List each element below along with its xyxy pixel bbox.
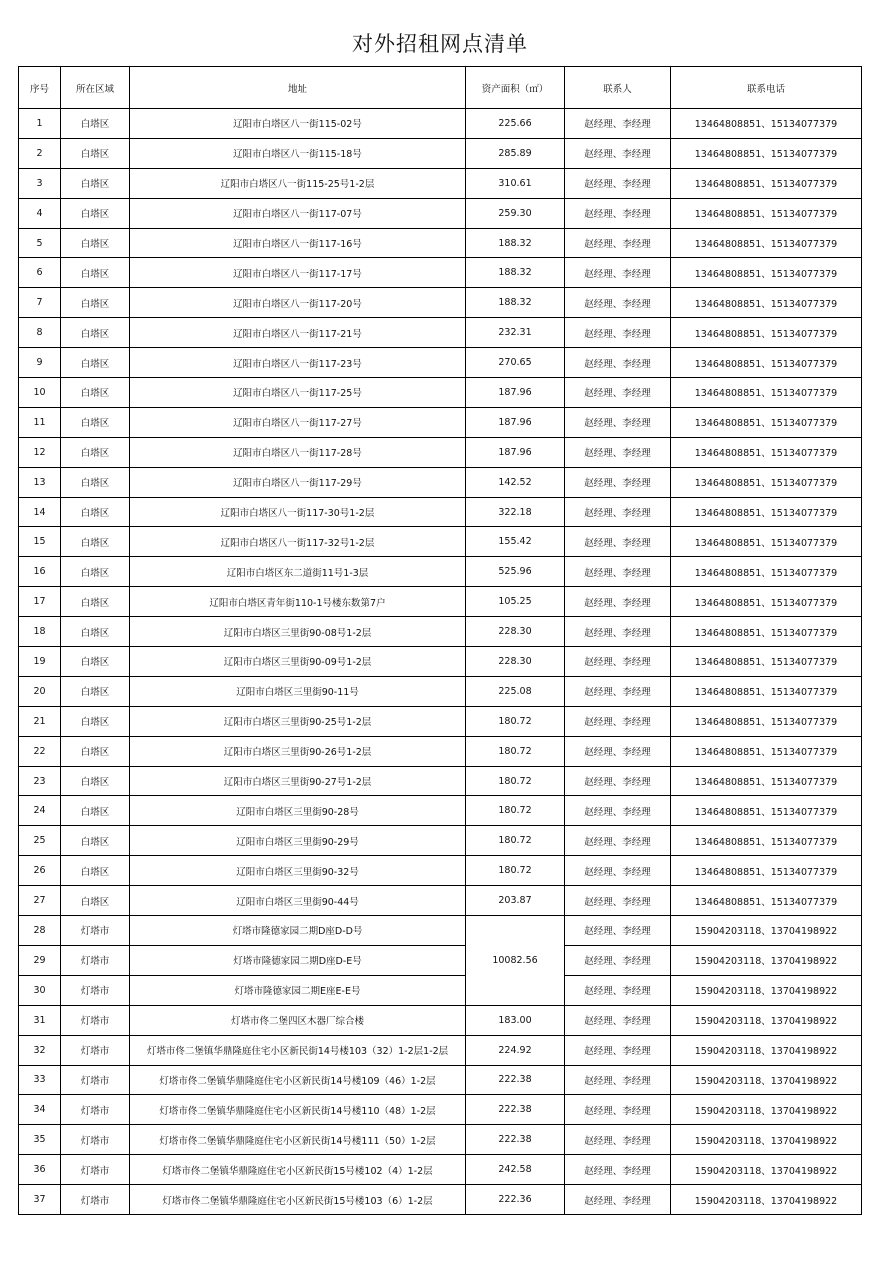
cell-size: 187.96	[466, 378, 565, 408]
cell-no: 9	[19, 348, 61, 378]
cell-address: 辽阳市白塔区三里街90-11号	[130, 676, 466, 706]
cell-contact: 赵经理、李经理	[565, 348, 671, 378]
cell-phone: 15904203118、13704198922	[671, 945, 862, 975]
cell-address: 辽阳市白塔区三里街90-26号1-2层	[130, 736, 466, 766]
cell-address: 辽阳市白塔区三里街90-25号1-2层	[130, 706, 466, 736]
cell-no: 25	[19, 826, 61, 856]
cell-contact: 赵经理、李经理	[565, 647, 671, 677]
cell-no: 37	[19, 1185, 61, 1215]
cell-phone: 13464808851、15134077379	[671, 288, 862, 318]
cell-region: 白塔区	[61, 467, 130, 497]
cell-no: 8	[19, 318, 61, 348]
cell-region: 灯塔市	[61, 1005, 130, 1035]
cell-contact: 赵经理、李经理	[565, 228, 671, 258]
cell-region: 白塔区	[61, 198, 130, 228]
cell-contact: 赵经理、李经理	[565, 318, 671, 348]
header-size: 资产面积（㎡）	[466, 67, 565, 109]
cell-address: 灯塔市佟二堡镇华鼎隆庭住宅小区新民街15号楼102（4）1-2层	[130, 1155, 466, 1185]
table-row	[19, 497, 862, 527]
cell-region: 白塔区	[61, 288, 130, 318]
header-phone: 联系电话	[671, 67, 862, 109]
cell-size: 188.32	[466, 258, 565, 288]
cell-phone: 13464808851、15134077379	[671, 168, 862, 198]
table-row	[19, 258, 862, 288]
cell-size: 188.32	[466, 288, 565, 318]
cell-contact: 赵经理、李经理	[565, 1065, 671, 1095]
cell-contact: 赵经理、李经理	[565, 617, 671, 647]
cell-region: 白塔区	[61, 228, 130, 258]
cell-region: 白塔区	[61, 497, 130, 527]
cell-no: 29	[19, 945, 61, 975]
table-row	[19, 886, 862, 916]
cell-phone: 13464808851、15134077379	[671, 587, 862, 617]
cell-no: 33	[19, 1065, 61, 1095]
cell-region: 白塔区	[61, 109, 130, 139]
cell-phone: 13464808851、15134077379	[671, 228, 862, 258]
table-row	[19, 1125, 862, 1155]
cell-contact: 赵经理、李经理	[565, 109, 671, 139]
table-row	[19, 1095, 862, 1125]
cell-contact: 赵经理、李经理	[565, 587, 671, 617]
cell-phone: 15904203118、13704198922	[671, 1095, 862, 1125]
cell-phone: 13464808851、15134077379	[671, 796, 862, 826]
cell-address: 辽阳市白塔区八一街117-28号	[130, 437, 466, 467]
cell-phone: 13464808851、15134077379	[671, 557, 862, 587]
cell-region: 灯塔市	[61, 1185, 130, 1215]
cell-no: 6	[19, 258, 61, 288]
cell-address: 灯塔市佟二堡四区木器厂综合楼	[130, 1005, 466, 1035]
table-row	[19, 198, 862, 228]
cell-size: 242.58	[466, 1155, 565, 1185]
cell-phone: 13464808851、15134077379	[671, 706, 862, 736]
cell-size: 322.18	[466, 497, 565, 527]
cell-phone: 13464808851、15134077379	[671, 138, 862, 168]
cell-contact: 赵经理、李经理	[565, 886, 671, 916]
cell-region: 白塔区	[61, 766, 130, 796]
cell-address: 辽阳市白塔区八一街117-23号	[130, 348, 466, 378]
cell-no: 2	[19, 138, 61, 168]
table-row	[19, 348, 862, 378]
cell-contact: 赵经理、李经理	[565, 467, 671, 497]
table-row	[19, 527, 862, 557]
cell-region: 白塔区	[61, 378, 130, 408]
cell-address: 灯塔市隆德家园二期D座D-E号	[130, 945, 466, 975]
cell-region: 白塔区	[61, 886, 130, 916]
cell-address: 辽阳市白塔区八一街117-25号	[130, 378, 466, 408]
table-row	[19, 109, 862, 139]
table-row	[19, 1005, 862, 1035]
cell-no: 4	[19, 198, 61, 228]
cell-no: 19	[19, 647, 61, 677]
cell-phone: 15904203118、13704198922	[671, 1035, 862, 1065]
cell-contact: 赵经理、李经理	[565, 557, 671, 587]
cell-address: 辽阳市白塔区八一街115-18号	[130, 138, 466, 168]
cell-contact: 赵经理、李经理	[565, 856, 671, 886]
table-row	[19, 706, 862, 736]
cell-contact: 赵经理、李经理	[565, 138, 671, 168]
cell-contact: 赵经理、李经理	[565, 676, 671, 706]
cell-size: 225.66	[466, 109, 565, 139]
cell-region: 灯塔市	[61, 975, 130, 1005]
table-row	[19, 318, 862, 348]
cell-address: 辽阳市白塔区三里街90-44号	[130, 886, 466, 916]
cell-no: 24	[19, 796, 61, 826]
table-row	[19, 168, 862, 198]
cell-region: 白塔区	[61, 587, 130, 617]
cell-no: 22	[19, 736, 61, 766]
cell-region: 灯塔市	[61, 1095, 130, 1125]
cell-size: 270.65	[466, 348, 565, 378]
table-row	[19, 916, 862, 946]
cell-size: 180.72	[466, 706, 565, 736]
table-row	[19, 437, 862, 467]
cell-contact: 赵经理、李经理	[565, 1155, 671, 1185]
cell-phone: 13464808851、15134077379	[671, 437, 862, 467]
cell-no: 32	[19, 1035, 61, 1065]
cell-phone: 13464808851、15134077379	[671, 467, 862, 497]
cell-size: 228.30	[466, 647, 565, 677]
cell-contact: 赵经理、李经理	[565, 1185, 671, 1215]
cell-region: 白塔区	[61, 348, 130, 378]
cell-address: 灯塔市隆德家园二期E座E-E号	[130, 975, 466, 1005]
cell-no: 16	[19, 557, 61, 587]
table-row	[19, 1155, 862, 1185]
cell-no: 21	[19, 706, 61, 736]
cell-region: 白塔区	[61, 796, 130, 826]
cell-address: 灯塔市佟二堡镇华鼎隆庭住宅小区新民街14号楼103（32）1-2层1-2层	[130, 1035, 466, 1065]
cell-contact: 赵经理、李经理	[565, 378, 671, 408]
cell-phone: 15904203118、13704198922	[671, 1155, 862, 1185]
cell-phone: 13464808851、15134077379	[671, 407, 862, 437]
table-row	[19, 975, 862, 1005]
rental-outlets-table	[18, 66, 862, 1215]
cell-no: 30	[19, 975, 61, 1005]
cell-address: 辽阳市白塔区三里街90-28号	[130, 796, 466, 826]
cell-size: 142.52	[466, 467, 565, 497]
cell-region: 白塔区	[61, 736, 130, 766]
cell-address: 灯塔市隆德家园二期D座D-D号	[130, 916, 466, 946]
cell-address: 灯塔市佟二堡镇华鼎隆庭住宅小区新民街14号楼109（46）1-2层	[130, 1065, 466, 1095]
cell-no: 11	[19, 407, 61, 437]
cell-address: 辽阳市白塔区八一街117-17号	[130, 258, 466, 288]
header-no: 序号	[19, 67, 61, 109]
cell-contact: 赵经理、李经理	[565, 1005, 671, 1035]
cell-phone: 13464808851、15134077379	[671, 378, 862, 408]
header-contact: 联系人	[565, 67, 671, 109]
cell-phone: 13464808851、15134077379	[671, 198, 862, 228]
cell-size: 285.89	[466, 138, 565, 168]
cell-address: 辽阳市白塔区青年街110-1号楼东数第7户	[130, 587, 466, 617]
cell-region: 灯塔市	[61, 945, 130, 975]
cell-no: 12	[19, 437, 61, 467]
cell-region: 白塔区	[61, 647, 130, 677]
cell-no: 20	[19, 676, 61, 706]
cell-contact: 赵经理、李经理	[565, 766, 671, 796]
cell-size: 228.30	[466, 617, 565, 647]
cell-no: 7	[19, 288, 61, 318]
table-row	[19, 856, 862, 886]
cell-address: 辽阳市白塔区八一街115-02号	[130, 109, 466, 139]
cell-address: 辽阳市白塔区三里街90-09号1-2层	[130, 647, 466, 677]
table-row	[19, 587, 862, 617]
cell-address: 辽阳市白塔区东二道街11号1-3层	[130, 557, 466, 587]
cell-contact: 赵经理、李经理	[565, 706, 671, 736]
cell-phone: 13464808851、15134077379	[671, 736, 862, 766]
cell-address: 灯塔市佟二堡镇华鼎隆庭住宅小区新民街15号楼103（6）1-2层	[130, 1185, 466, 1215]
cell-size: 180.72	[466, 856, 565, 886]
table-row	[19, 138, 862, 168]
cell-contact: 赵经理、李经理	[565, 1095, 671, 1125]
table-body	[19, 109, 862, 1215]
table-row	[19, 1065, 862, 1095]
cell-no: 36	[19, 1155, 61, 1185]
cell-size: 224.92	[466, 1035, 565, 1065]
cell-size: 259.30	[466, 198, 565, 228]
cell-region: 白塔区	[61, 258, 130, 288]
cell-contact: 赵经理、李经理	[565, 258, 671, 288]
table-row	[19, 826, 862, 856]
cell-contact: 赵经理、李经理	[565, 975, 671, 1005]
table-row	[19, 407, 862, 437]
cell-size: 180.72	[466, 796, 565, 826]
cell-region: 白塔区	[61, 168, 130, 198]
cell-address: 辽阳市白塔区三里街90-29号	[130, 826, 466, 856]
cell-region: 白塔区	[61, 856, 130, 886]
cell-no: 15	[19, 527, 61, 557]
cell-size: 188.32	[466, 228, 565, 258]
cell-phone: 15904203118、13704198922	[671, 975, 862, 1005]
cell-no: 35	[19, 1125, 61, 1155]
cell-size: 10082.56	[466, 916, 565, 1006]
cell-size: 222.38	[466, 1125, 565, 1155]
table-row	[19, 557, 862, 587]
page-title: 对外招租网点清单	[352, 32, 528, 56]
cell-no: 5	[19, 228, 61, 258]
cell-region: 白塔区	[61, 437, 130, 467]
cell-contact: 赵经理、李经理	[565, 916, 671, 946]
cell-no: 1	[19, 109, 61, 139]
table-row	[19, 1185, 862, 1215]
cell-phone: 13464808851、15134077379	[671, 527, 862, 557]
cell-region: 白塔区	[61, 138, 130, 168]
cell-region: 白塔区	[61, 527, 130, 557]
cell-contact: 赵经理、李经理	[565, 1035, 671, 1065]
cell-address: 辽阳市白塔区八一街117-30号1-2层	[130, 497, 466, 527]
table-row	[19, 1035, 862, 1065]
cell-contact: 赵经理、李经理	[565, 437, 671, 467]
cell-region: 白塔区	[61, 676, 130, 706]
cell-no: 18	[19, 617, 61, 647]
cell-address: 辽阳市白塔区八一街117-20号	[130, 288, 466, 318]
cell-address: 灯塔市佟二堡镇华鼎隆庭住宅小区新民街14号楼111（50）1-2层	[130, 1125, 466, 1155]
table-row	[19, 617, 862, 647]
cell-size: 105.25	[466, 587, 565, 617]
cell-address: 辽阳市白塔区八一街117-21号	[130, 318, 466, 348]
cell-phone: 13464808851、15134077379	[671, 826, 862, 856]
cell-contact: 赵经理、李经理	[565, 407, 671, 437]
cell-address: 辽阳市白塔区八一街117-07号	[130, 198, 466, 228]
cell-phone: 15904203118、13704198922	[671, 1065, 862, 1095]
cell-phone: 13464808851、15134077379	[671, 348, 862, 378]
cell-no: 31	[19, 1005, 61, 1035]
cell-region: 灯塔市	[61, 1155, 130, 1185]
cell-contact: 赵经理、李经理	[565, 168, 671, 198]
cell-size: 222.38	[466, 1065, 565, 1095]
cell-contact: 赵经理、李经理	[565, 826, 671, 856]
cell-contact: 赵经理、李经理	[565, 796, 671, 826]
cell-address: 辽阳市白塔区八一街117-16号	[130, 228, 466, 258]
cell-size: 232.31	[466, 318, 565, 348]
table-row	[19, 796, 862, 826]
cell-contact: 赵经理、李经理	[565, 1125, 671, 1155]
cell-address: 灯塔市佟二堡镇华鼎隆庭住宅小区新民街14号楼110（48）1-2层	[130, 1095, 466, 1125]
cell-size: 155.42	[466, 527, 565, 557]
cell-phone: 15904203118、13704198922	[671, 1185, 862, 1215]
cell-no: 23	[19, 766, 61, 796]
cell-address: 辽阳市白塔区三里街90-32号	[130, 856, 466, 886]
cell-phone: 13464808851、15134077379	[671, 109, 862, 139]
table-row	[19, 945, 862, 975]
cell-size: 222.38	[466, 1095, 565, 1125]
cell-address: 辽阳市白塔区三里街90-27号1-2层	[130, 766, 466, 796]
cell-region: 白塔区	[61, 557, 130, 587]
table-row	[19, 288, 862, 318]
cell-contact: 赵经理、李经理	[565, 945, 671, 975]
cell-contact: 赵经理、李经理	[565, 288, 671, 318]
table-row	[19, 467, 862, 497]
cell-phone: 13464808851、15134077379	[671, 497, 862, 527]
cell-no: 27	[19, 886, 61, 916]
cell-size: 180.72	[466, 826, 565, 856]
cell-phone: 13464808851、15134077379	[671, 647, 862, 677]
cell-no: 10	[19, 378, 61, 408]
cell-no: 17	[19, 587, 61, 617]
table-row	[19, 736, 862, 766]
cell-no: 3	[19, 168, 61, 198]
table-row	[19, 676, 862, 706]
cell-region: 灯塔市	[61, 1065, 130, 1095]
cell-no: 14	[19, 497, 61, 527]
cell-size: 180.72	[466, 736, 565, 766]
cell-contact: 赵经理、李经理	[565, 527, 671, 557]
cell-phone: 13464808851、15134077379	[671, 318, 862, 348]
cell-size: 222.36	[466, 1185, 565, 1215]
cell-size: 225.08	[466, 676, 565, 706]
cell-size: 187.96	[466, 437, 565, 467]
cell-phone: 13464808851、15134077379	[671, 856, 862, 886]
cell-no: 26	[19, 856, 61, 886]
cell-phone: 13464808851、15134077379	[671, 258, 862, 288]
cell-address: 辽阳市白塔区三里街90-08号1-2层	[130, 617, 466, 647]
cell-region: 白塔区	[61, 706, 130, 736]
cell-region: 灯塔市	[61, 1035, 130, 1065]
cell-size: 310.61	[466, 168, 565, 198]
cell-phone: 13464808851、15134077379	[671, 676, 862, 706]
cell-address: 辽阳市白塔区八一街115-25号1-2层	[130, 168, 466, 198]
table-header-row	[19, 67, 862, 109]
cell-phone: 15904203118、13704198922	[671, 916, 862, 946]
cell-no: 34	[19, 1095, 61, 1125]
cell-address: 辽阳市白塔区八一街117-27号	[130, 407, 466, 437]
cell-contact: 赵经理、李经理	[565, 497, 671, 527]
cell-size: 187.96	[466, 407, 565, 437]
cell-size: 183.00	[466, 1005, 565, 1035]
header-address: 地址	[130, 67, 466, 109]
cell-region: 灯塔市	[61, 1125, 130, 1155]
cell-contact: 赵经理、李经理	[565, 198, 671, 228]
cell-size: 525.96	[466, 557, 565, 587]
cell-phone: 13464808851、15134077379	[671, 766, 862, 796]
cell-address: 辽阳市白塔区八一街117-32号1-2层	[130, 527, 466, 557]
cell-region: 白塔区	[61, 826, 130, 856]
cell-no: 13	[19, 467, 61, 497]
table-row	[19, 378, 862, 408]
cell-region: 灯塔市	[61, 916, 130, 946]
cell-phone: 13464808851、15134077379	[671, 886, 862, 916]
table-row	[19, 228, 862, 258]
header-region: 所在区域	[61, 67, 130, 109]
cell-region: 白塔区	[61, 407, 130, 437]
cell-phone: 15904203118、13704198922	[671, 1125, 862, 1155]
table-row	[19, 647, 862, 677]
cell-size: 203.87	[466, 886, 565, 916]
cell-phone: 13464808851、15134077379	[671, 617, 862, 647]
cell-region: 白塔区	[61, 318, 130, 348]
cell-contact: 赵经理、李经理	[565, 736, 671, 766]
cell-address: 辽阳市白塔区八一街117-29号	[130, 467, 466, 497]
table-row	[19, 766, 862, 796]
cell-no: 28	[19, 916, 61, 946]
cell-size: 180.72	[466, 766, 565, 796]
cell-phone: 15904203118、13704198922	[671, 1005, 862, 1035]
cell-region: 白塔区	[61, 617, 130, 647]
